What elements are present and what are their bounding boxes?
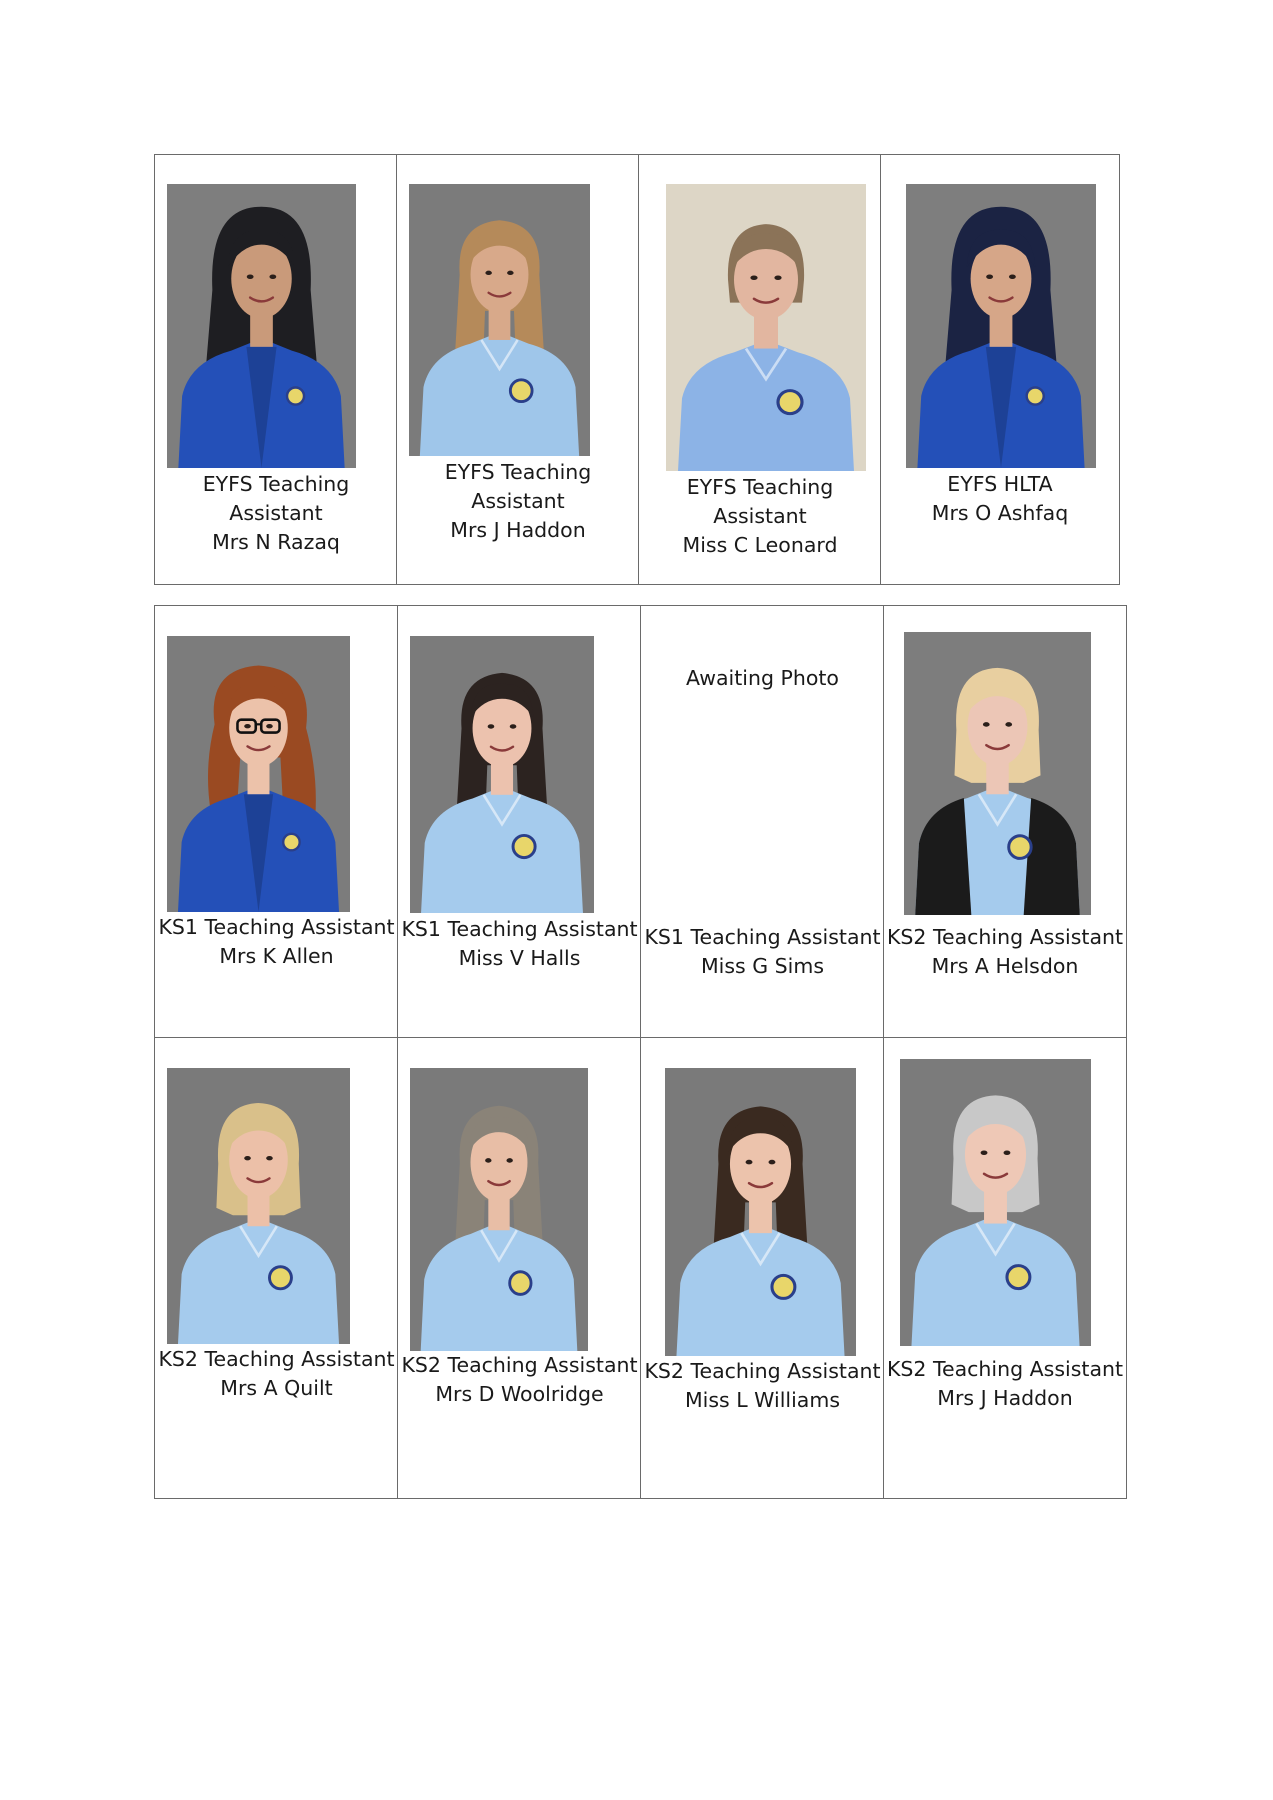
staff-name: Miss G Sims xyxy=(700,954,825,978)
staff-name: Mrs D Woolridge xyxy=(435,1382,604,1406)
caption-line: KS1 Teaching Assistant xyxy=(401,917,638,941)
staff-name: Miss V Halls xyxy=(458,946,581,970)
portrait-illustration xyxy=(167,1068,350,1344)
portrait-illustration xyxy=(900,1059,1091,1346)
school-badge-icon xyxy=(269,1267,291,1289)
staff-photo xyxy=(409,184,590,456)
staff-name: Mrs A Quilt xyxy=(220,1376,333,1400)
eye-left xyxy=(247,275,254,280)
caption-line: KS1 Teaching Assistant xyxy=(158,915,395,939)
school-badge-icon xyxy=(513,835,535,857)
eye-right xyxy=(774,275,781,280)
portrait-illustration xyxy=(904,632,1091,915)
staff-caption xyxy=(884,1355,1126,1413)
staff-caption xyxy=(398,1351,641,1409)
staff-cell xyxy=(641,606,884,1038)
portrait-illustration xyxy=(167,184,356,468)
staff-photo xyxy=(167,636,350,912)
caption-line: KS2 Teaching Assistant xyxy=(886,1357,1124,1381)
staff-photo xyxy=(904,632,1091,915)
staff-cell xyxy=(155,155,397,585)
staff-name: Mrs O Ashfaq xyxy=(931,501,1069,525)
staff-cell xyxy=(155,606,398,1038)
staff-caption xyxy=(155,1345,398,1403)
eye-right xyxy=(269,275,276,280)
staff-caption xyxy=(155,913,398,971)
school-badge-icon xyxy=(772,1275,795,1298)
staff-photo xyxy=(410,636,594,913)
caption-line: EYFS HLTA xyxy=(947,472,1053,496)
staff-cell xyxy=(884,1038,1126,1498)
school-badge-icon xyxy=(1009,836,1031,859)
staff-caption xyxy=(641,923,884,981)
eye-left xyxy=(485,1158,491,1163)
staff-name: Mrs N Razaq xyxy=(212,530,340,554)
caption-line: KS2 Teaching Assistant xyxy=(158,1347,395,1371)
school-badge-icon xyxy=(510,1272,531,1295)
staff-cell xyxy=(398,606,641,1038)
staff-caption xyxy=(881,470,1119,528)
staff-name: Mrs A Helsdon xyxy=(931,954,1079,978)
caption-line: EYFS Teaching xyxy=(686,475,834,499)
eye-left xyxy=(986,275,993,280)
staff-cell xyxy=(398,1038,641,1498)
portrait-illustration xyxy=(409,184,590,456)
eye-right xyxy=(769,1160,776,1165)
staff-table-ks xyxy=(154,605,1127,1499)
eye-left xyxy=(244,724,251,728)
staff-cell xyxy=(639,155,881,585)
staff-caption xyxy=(397,458,639,545)
staff-cell xyxy=(884,606,1126,1038)
portrait-illustration xyxy=(666,184,866,471)
caption-line: EYFS Teaching xyxy=(202,472,350,496)
staff-photo xyxy=(665,1068,856,1356)
portrait-illustration xyxy=(410,636,594,913)
portrait-illustration xyxy=(665,1068,856,1356)
eye-left xyxy=(750,275,757,280)
eye-right xyxy=(266,724,273,728)
staff-name: Mrs K Allen xyxy=(219,944,334,968)
caption-line: Assistant xyxy=(229,501,323,525)
staff-photo xyxy=(666,184,866,471)
school-badge-icon xyxy=(1007,1266,1030,1289)
portrait-illustration xyxy=(410,1068,588,1351)
school-badge-icon xyxy=(510,380,532,402)
eye-right xyxy=(506,1158,512,1163)
caption-line: Assistant xyxy=(713,504,807,528)
staff-photo xyxy=(410,1068,588,1351)
staff-name: Mrs J Haddon xyxy=(450,518,586,542)
eye-left xyxy=(485,271,492,275)
school-badge-icon xyxy=(778,391,802,414)
staff-name: Miss C Leonard xyxy=(682,533,838,557)
staff-table-eyfs xyxy=(154,154,1120,585)
staff-caption xyxy=(639,473,881,560)
staff-photo xyxy=(900,1059,1091,1346)
eye-right xyxy=(1005,722,1012,727)
staff-name: Miss L Williams xyxy=(684,1388,840,1412)
caption-line: KS1 Teaching Assistant xyxy=(644,925,881,949)
staff-caption xyxy=(641,1357,884,1415)
staff-photo xyxy=(906,184,1096,468)
staff-cell xyxy=(641,1038,884,1498)
staff-cell xyxy=(881,155,1119,585)
staff-cell xyxy=(155,1038,398,1498)
staff-caption xyxy=(155,470,397,557)
caption-line: Assistant xyxy=(471,489,565,513)
school-badge-icon xyxy=(287,388,304,405)
caption-line: EYFS Teaching xyxy=(444,460,592,484)
portrait-illustration xyxy=(167,636,350,912)
eye-left xyxy=(981,1150,988,1155)
staff-name: Mrs J Haddon xyxy=(937,1386,1073,1410)
eye-right xyxy=(1009,275,1016,280)
eye-left xyxy=(244,1156,251,1160)
awaiting-photo-text: Awaiting Photo xyxy=(686,666,839,690)
staff-photo xyxy=(167,1068,350,1344)
caption-line: KS2 Teaching Assistant xyxy=(401,1353,638,1377)
eye-right xyxy=(266,1156,273,1160)
eye-left xyxy=(983,722,990,727)
staff-cell xyxy=(397,155,639,585)
staff-caption xyxy=(398,915,641,973)
staff-photo xyxy=(167,184,356,468)
school-badge-icon xyxy=(1027,388,1044,405)
eye-right xyxy=(507,271,514,275)
eye-left xyxy=(746,1160,753,1165)
school-badge-icon xyxy=(283,834,299,851)
eye-right xyxy=(1004,1150,1011,1155)
caption-line: KS2 Teaching Assistant xyxy=(644,1359,881,1383)
eye-right xyxy=(510,724,517,728)
portrait-illustration xyxy=(906,184,1096,468)
caption-line: KS2 Teaching Assistant xyxy=(886,925,1124,949)
eye-left xyxy=(488,724,495,728)
staff-caption xyxy=(884,923,1126,981)
